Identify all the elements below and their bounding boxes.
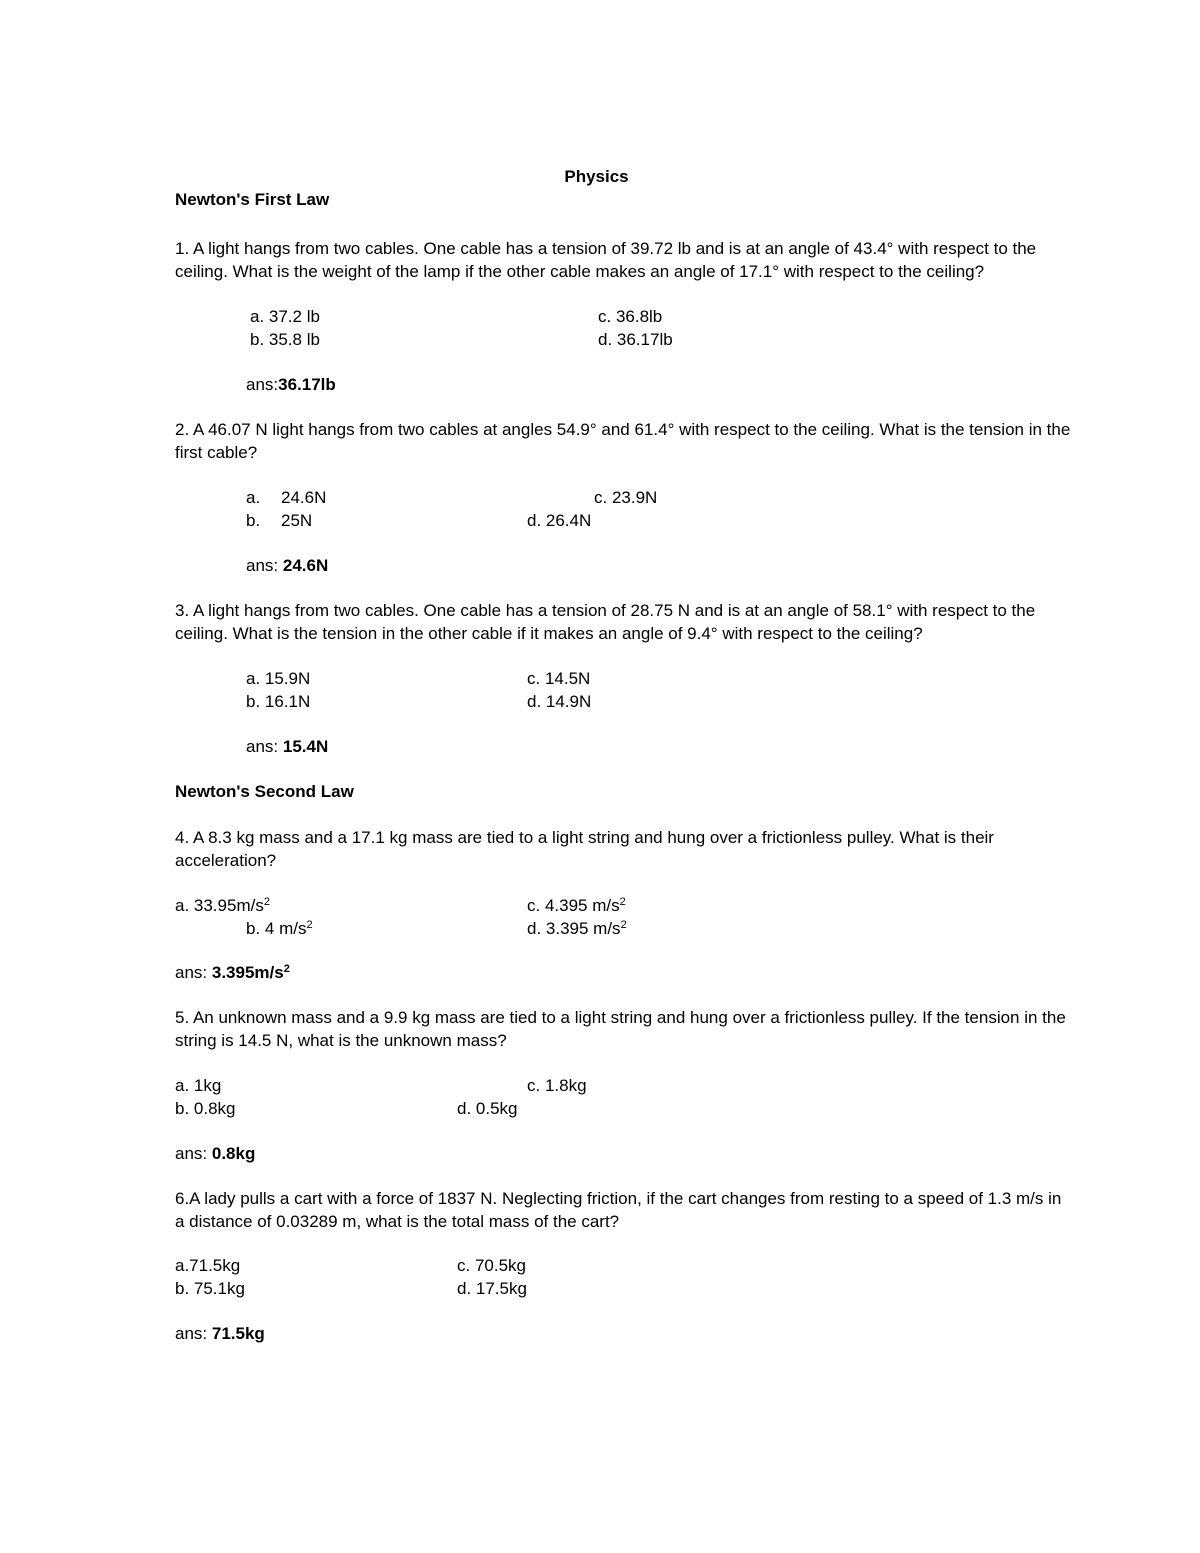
option-c: c. 4.395 $m/s^2$ (527, 896, 626, 915)
answer-label: ans: (246, 375, 279, 394)
option-c: c. 14.5N (527, 669, 591, 688)
option-b-value: 25N (281, 511, 313, 530)
option-b: b. 35.8 lb (250, 330, 320, 349)
option-c: c. 70.5kg (457, 1256, 526, 1275)
answer-value: 71.5kg (211, 1324, 265, 1343)
option-b: b. 0.8kg (175, 1099, 236, 1118)
question-text-line: 4. A 8.3 kg mass and a 17.1 kg mass are tied to a light string and hung over a frictionless pulley. What is their (175, 828, 994, 847)
answer-value: $3.395m/s^2$ (211, 963, 290, 982)
option-b: b. 16.1N (246, 692, 311, 711)
exponent: 2 (619, 896, 626, 908)
question-text-line: 1. A light hangs from two cables. One cable has a tension of 39.72 lb and is at an angle of 43.4° with respect to the (175, 239, 1037, 258)
option-b: b. 4 $m/s^2$ (246, 919, 313, 938)
question-text-line: acceleration? (175, 851, 277, 870)
question-text-line: string is 14.5 N, what is the unknown mass? (175, 1031, 507, 1050)
option-c: c. 36.8lb (598, 307, 663, 326)
option-a-value: 24.6N (281, 488, 327, 507)
exponent: 2 (283, 963, 290, 975)
question-text-line: a distance of 0.03289 m, what is the total mass of the cart? (175, 1212, 620, 1231)
answer-value: 15.4N (282, 737, 329, 756)
exponent: 2 (263, 896, 270, 908)
option-a: a. $33.95m/s^2$ (175, 896, 270, 915)
answer-label: ans: (175, 963, 208, 982)
option-a-letter: a. (246, 488, 261, 507)
answer-value: 36.17lb (278, 375, 336, 394)
answer-line (246, 554, 328, 577)
option-b-letter: b. (246, 511, 261, 530)
page-title: Physics (564, 167, 629, 186)
answer-line (246, 373, 336, 396)
question-text-line: first cable? (175, 443, 258, 462)
exponent: 2 (620, 919, 627, 931)
answer-line (175, 1322, 265, 1345)
section-heading-second-law: Newton's Second Law (175, 782, 354, 801)
answer-line (175, 1142, 255, 1165)
option-a: a. 1kg (175, 1076, 222, 1095)
option-d: d. 14.9N (527, 692, 592, 711)
option-a: a.71.5kg (175, 1256, 241, 1275)
option-d: d. 3.395 $m/s^2$ (527, 919, 627, 938)
question-text-line: 6.A lady pulls a cart with a force of 1837 N. Neglecting friction, if the cart changes from resting to a speed of 1.3 m/s in (175, 1189, 1062, 1208)
answer-value: 24.6N (282, 556, 329, 575)
question-text-line: 2. A 46.07 N light hangs from two cables at angles 54.9° and 61.4° with respect to the ceiling. What is the tension in the (175, 420, 1071, 439)
option-c: c. 23.9N (594, 488, 658, 507)
question-text-line: ceiling. What is the weight of the lamp if the other cable makes an angle of 17.1° with respect to the ceiling? (175, 262, 985, 281)
answer-line (175, 961, 290, 984)
section-heading-first-law: Newton's First Law (175, 190, 330, 209)
option-d: d. 26.4N (527, 511, 592, 530)
question-text-line: 3. A light hangs from two cables. One cable has a tension of 28.75 N and is at an angle of 58.1° with respect to the (175, 601, 1036, 620)
option-a: a. 37.2 lb (250, 307, 320, 326)
option-b: b. 75.1kg (175, 1279, 245, 1298)
answer-line (246, 735, 328, 758)
answer-label: ans: (246, 737, 279, 756)
answer-label: ans: (175, 1144, 208, 1163)
exponent: 2 (306, 919, 313, 931)
answer-label: ans: (246, 556, 279, 575)
answer-value: 0.8kg (211, 1144, 256, 1163)
answer-label: ans: (175, 1324, 208, 1343)
option-d: d. 17.5kg (457, 1279, 527, 1298)
question-text-line: ceiling. What is the tension in the other cable if it makes an angle of 9.4° with respect to the ceiling? (175, 624, 923, 643)
option-d: d. 0.5kg (457, 1099, 518, 1118)
option-a: a. 15.9N (246, 669, 311, 688)
option-c: c. 1.8kg (527, 1076, 587, 1095)
question-text-line: 5. An unknown mass and a 9.9 kg mass are tied to a light string and hung over a frictionless pulley. If the tension in the (175, 1008, 1066, 1027)
option-d: d. 36.17lb (598, 330, 673, 349)
